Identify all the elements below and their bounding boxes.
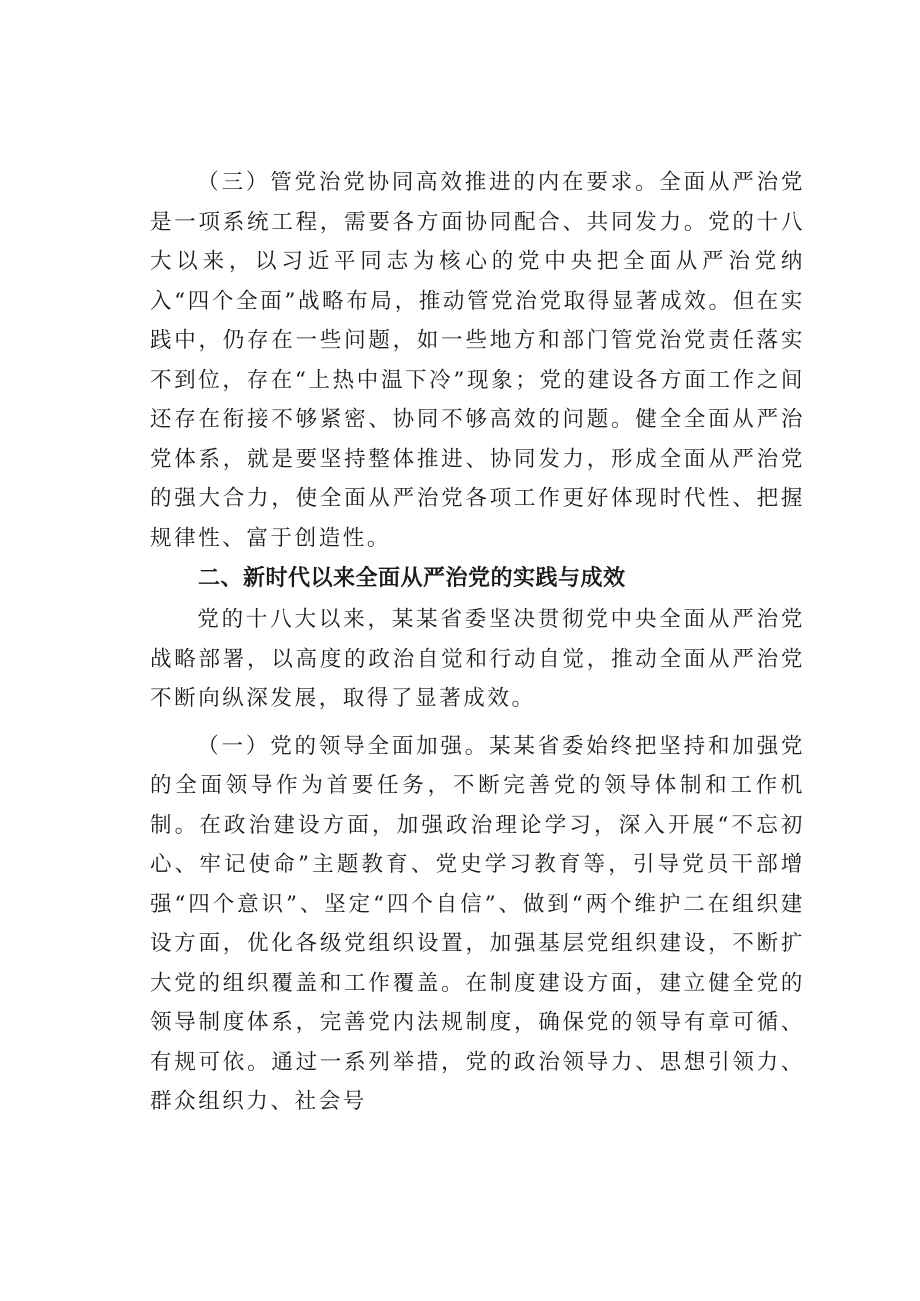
- document-page: [150, 163, 805, 1122]
- paragraph-subsection-1: （一）党的领导全面加强。某某省委始终把坚持和加强党的全面领导作为首要任务，不断完善党的领导体制和工作机制。在政治建设方面，加强政治理论学习，深入开展“不忘初心、牢记使命”主题教育、党史学习教育等，引导党员干部增强“四个意识”、坚定“四个自信”、做到“两个维护二在组织建设方面，优化各级党组织设置，加强基层党组织建设，不断扩大党的组织覆盖和工作覆盖。在制度建设方面，建立健全党的领导制度体系，完善党内法规制度，确保党的领导有章可循、有规可依。通过一系列举措，党的政治领导力、思想引领力、群众组织力、社会号: [150, 733, 805, 1114]
- paragraph-section-3: （三）管党治党协同高效推进的内在要求。全面从严治党是一项系统工程，需要各方面协同配合、共同发力。党的十八大以来，以习近平同志为核心的党中央把全面从严治党纳入“四个全面”战略布局，推动管党治党取得显著成效。但在实践中，仍存在一些问题，如一些地方和部门管党治党责任落实不到位，存在“上热中温下冷”现象；党的建设各方面工作之间还存在衔接不够紧密、协同不够高效的问题。健全全面从严治党体系，就是要坚持整体推进、协同发力，形成全面从严治党的强大合力，使全面从严治党各项工作更好体现时代性、把握规律性、富于创造性。: [150, 170, 805, 551]
- section-heading-2: 二、新时代以来全面从严治党的实践与成效: [198, 566, 626, 591]
- paragraph-intro: 党的十八大以来，某某省委坚决贯彻党中央全面从严治党战略部署，以高度的政治自觉和行动自觉，推动全面从严治党不断向纵深发展，取得了显著成效。: [150, 607, 805, 711]
